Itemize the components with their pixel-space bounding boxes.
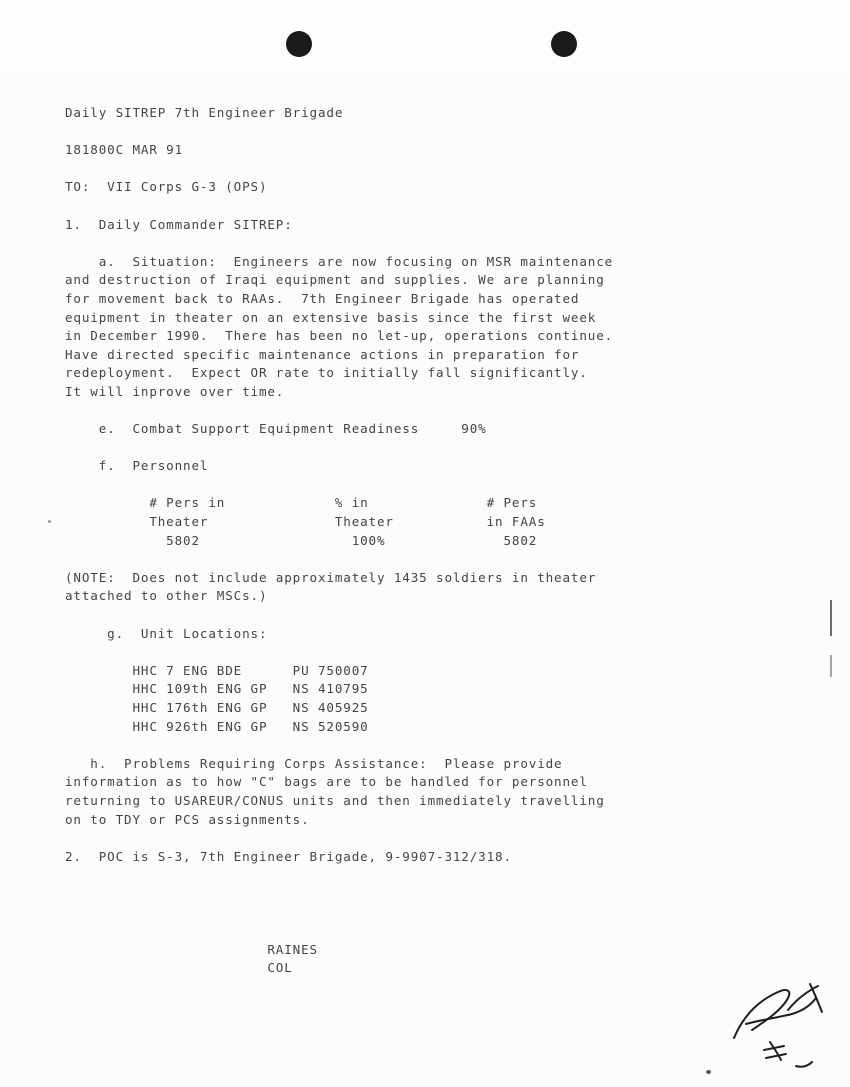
document-line: a. Situation: Engineers are now focusing on MSR maintenance: [65, 253, 614, 269]
document-line: g. Unit Locations:: [65, 625, 268, 641]
document-line: and destruction of Iraqi equipment and supplies. We are planning: [65, 272, 605, 288]
document-line: [65, 234, 765, 253]
scan-margin-streak-lower: [830, 655, 832, 677]
document-line: in December 1990. There has been no let-up, operations continue.: [65, 328, 614, 344]
document-line: for movement back to RAAs. 7th Engineer Brigade has operated: [65, 290, 580, 306]
document-line: HHC 926th ENG GP NS 520590: [65, 718, 369, 734]
document-line: [65, 439, 765, 458]
document-line: redeployment. Expect OR rate to initially fall significantly.: [65, 365, 588, 381]
document-line: COL: [65, 960, 293, 976]
document-line: HHC 176th ENG GP NS 405925: [65, 700, 369, 715]
document-line: TO: VII Corps G-3 (OPS): [65, 179, 268, 195]
handwritten-initials-mark: [726, 980, 836, 1075]
document-line: information as to how "C" bags are to be handled for personnel: [65, 774, 588, 790]
document-line: 5802 100% 5802: [65, 532, 538, 548]
document-line: # Pers in % in # Pers: [65, 495, 538, 511]
document-line: [65, 643, 765, 662]
document-line: [65, 829, 765, 848]
document-line: [65, 160, 765, 179]
document-body-text: [65, 104, 765, 978]
document-line: RAINES: [65, 941, 318, 957]
document-line: [65, 866, 765, 885]
document-line: e. Combat Support Equipment Readiness 90%: [65, 421, 487, 437]
document-line: [65, 606, 765, 625]
scan-speck: [48, 520, 51, 523]
document-line: [65, 550, 765, 569]
document-line: returning to USAREUR/CONUS units and then immediately travelling: [65, 792, 605, 808]
document-line: [65, 123, 765, 142]
document-line: [65, 904, 765, 923]
document-line: 2. POC is S-3, 7th Engineer Brigade, 9-9907-312/318.: [65, 848, 512, 864]
document-line: Daily SITREP 7th Engineer Brigade: [65, 105, 344, 120]
document-line: HHC 109th ENG GP NS 410795: [65, 681, 369, 697]
document-line: attached to other MSCs.): [65, 588, 268, 604]
document-line: [65, 402, 765, 421]
scan-margin-streak-upper: [830, 600, 832, 636]
scan-speck-bottom: [706, 1070, 711, 1074]
document-line: f. Personnel: [65, 458, 209, 474]
document-line: Theater Theater in FAAs: [65, 514, 546, 530]
hole-punch-mark-right: [551, 31, 577, 57]
document-line: [65, 736, 765, 755]
document-line: It will inprove over time.: [65, 383, 285, 399]
document-line: Have directed specific maintenance actions in preparation for: [65, 346, 580, 362]
document-line: 1. Daily Commander SITREP:: [65, 216, 293, 232]
document-line: [65, 922, 765, 941]
document-line: [65, 197, 765, 216]
document-line: equipment in theater on an extensive basis since the first week: [65, 309, 597, 325]
document-line: [65, 476, 765, 495]
document-line: 181800C MAR 91: [65, 142, 184, 158]
document-line: (NOTE: Does not include approximately 1435 soldiers in theater: [65, 569, 597, 585]
document-line: HHC 7 ENG BDE PU 750007: [65, 662, 369, 678]
document-line: h. Problems Requiring Corps Assistance: Please provide: [65, 755, 563, 771]
hole-punch-mark-left: [286, 31, 312, 57]
document-line: [65, 885, 765, 904]
document-line: on to TDY or PCS assignments.: [65, 811, 310, 827]
